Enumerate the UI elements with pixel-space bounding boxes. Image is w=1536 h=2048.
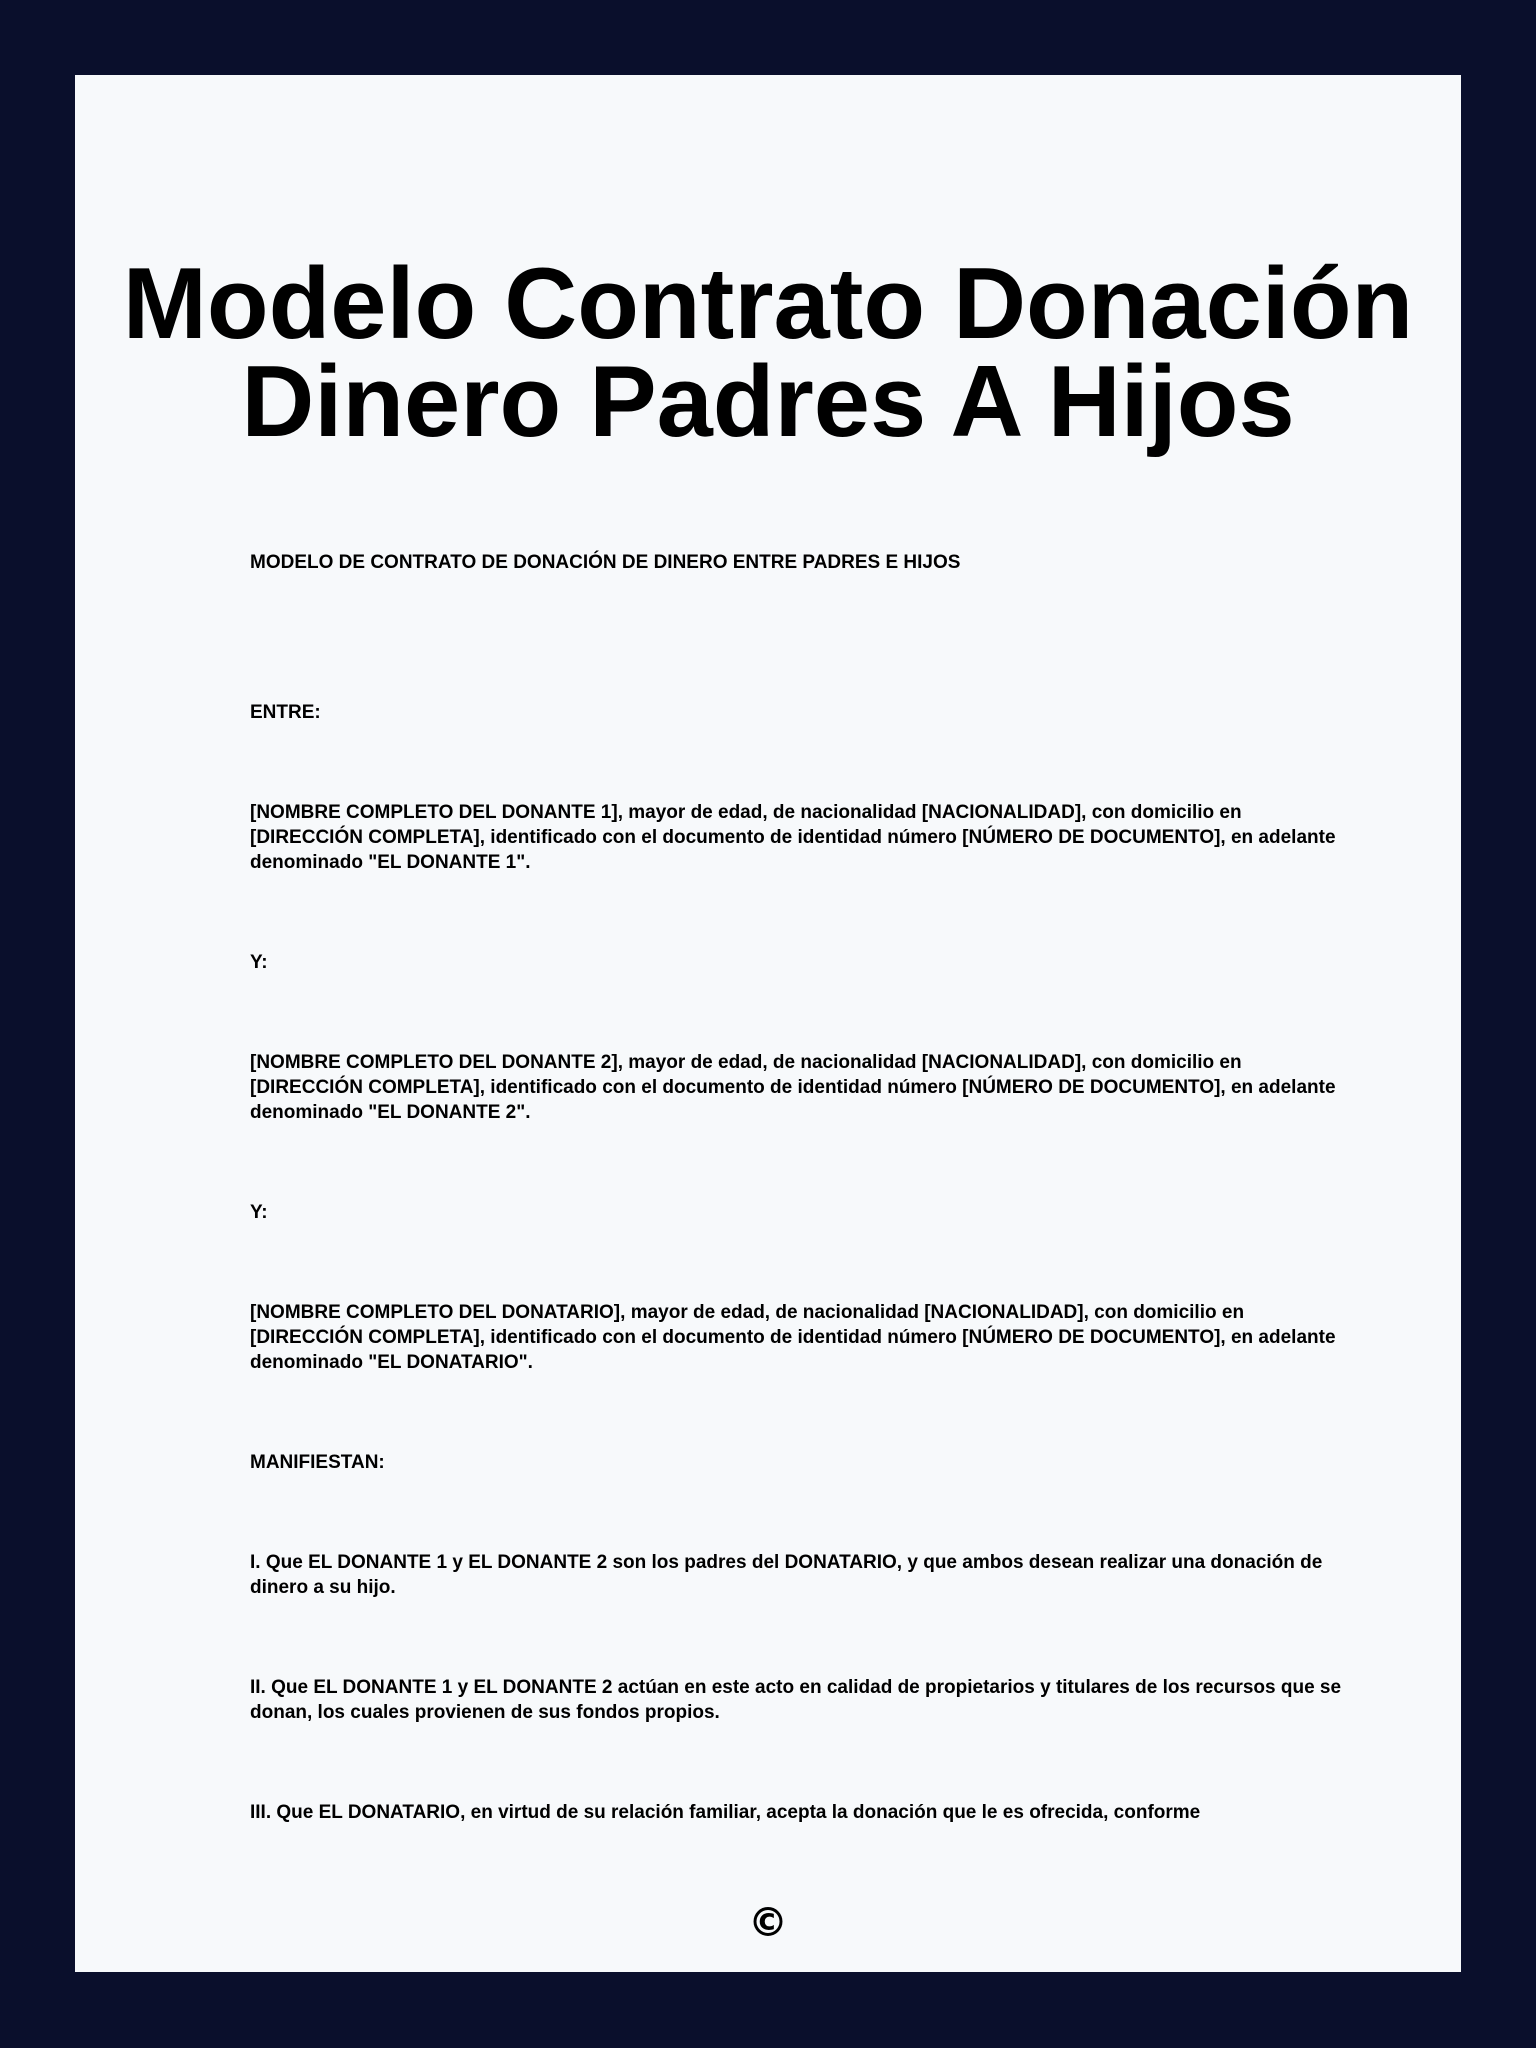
document-title-line-2: Dinero Padres A Hijos: [241, 346, 1295, 458]
paragraph-entre: ENTRE:: [250, 702, 321, 723]
paragraph-donatario: [NOMBRE COMPLETO DEL DONATARIO], mayor de edad, de nacionalidad [NACIONALIDAD], con domicilio en [DIRECCIÓN COMPLETA], identificado con el documento de identidad número [NÚMERO DE DOCUMENTO], en adelante denominado "EL DONATARIO".: [250, 1302, 1336, 1373]
paragraph-clause-ii: II. Que EL DONANTE 1 y EL DONANTE 2 actúan en este acto en calidad de propietarios y titulares de los recursos que se donan, los cuales provienen de sus fondos propios.: [250, 1677, 1342, 1723]
document-title: [75, 248, 1461, 458]
contract-heading: MODELO DE CONTRATO DE DONACIÓN DE DINERO ENTRE PADRES E HIJOS: [250, 552, 961, 573]
document-body: [250, 550, 1350, 1825]
paragraph-donante-2: [NOMBRE COMPLETO DEL DONANTE 2], mayor de edad, de nacionalidad [NACIONALIDAD], con domicilio en [DIRECCIÓN COMPLETA], identificado con el documento de identidad número [NÚMERO DE DOCUMENTO], en adelante denominado "EL DONANTE 2".: [250, 1052, 1336, 1123]
copyright-icon: ©: [748, 1900, 788, 1946]
document-title-line-1: Modelo Contrato Donación: [122, 248, 1414, 360]
paragraph-donante-1: [NOMBRE COMPLETO DEL DONANTE 1], mayor de edad, de nacionalidad [NACIONALIDAD], con domicilio en [DIRECCIÓN COMPLETA], identificado con el documento de identidad número [NÚMERO DE DOCUMENTO], en adelante denominado "EL DONANTE 1".: [250, 802, 1336, 873]
paragraph-clause-iii: III. Que EL DONATARIO, en virtud de su relación familiar, acepta la donación que le es ofrecida, conforme: [250, 1802, 1201, 1823]
paragraph-y-1: Y:: [250, 952, 268, 973]
paragraph-manifiestan: MANIFIESTAN:: [250, 1452, 385, 1473]
paragraph-clause-i: I. Que EL DONANTE 1 y EL DONANTE 2 son los padres del DONATARIO, y que ambos desean realizar una donación de dinero a su hijo.: [250, 1552, 1323, 1598]
document-page: [75, 75, 1461, 1972]
paragraph-y-2: Y:: [250, 1202, 268, 1223]
